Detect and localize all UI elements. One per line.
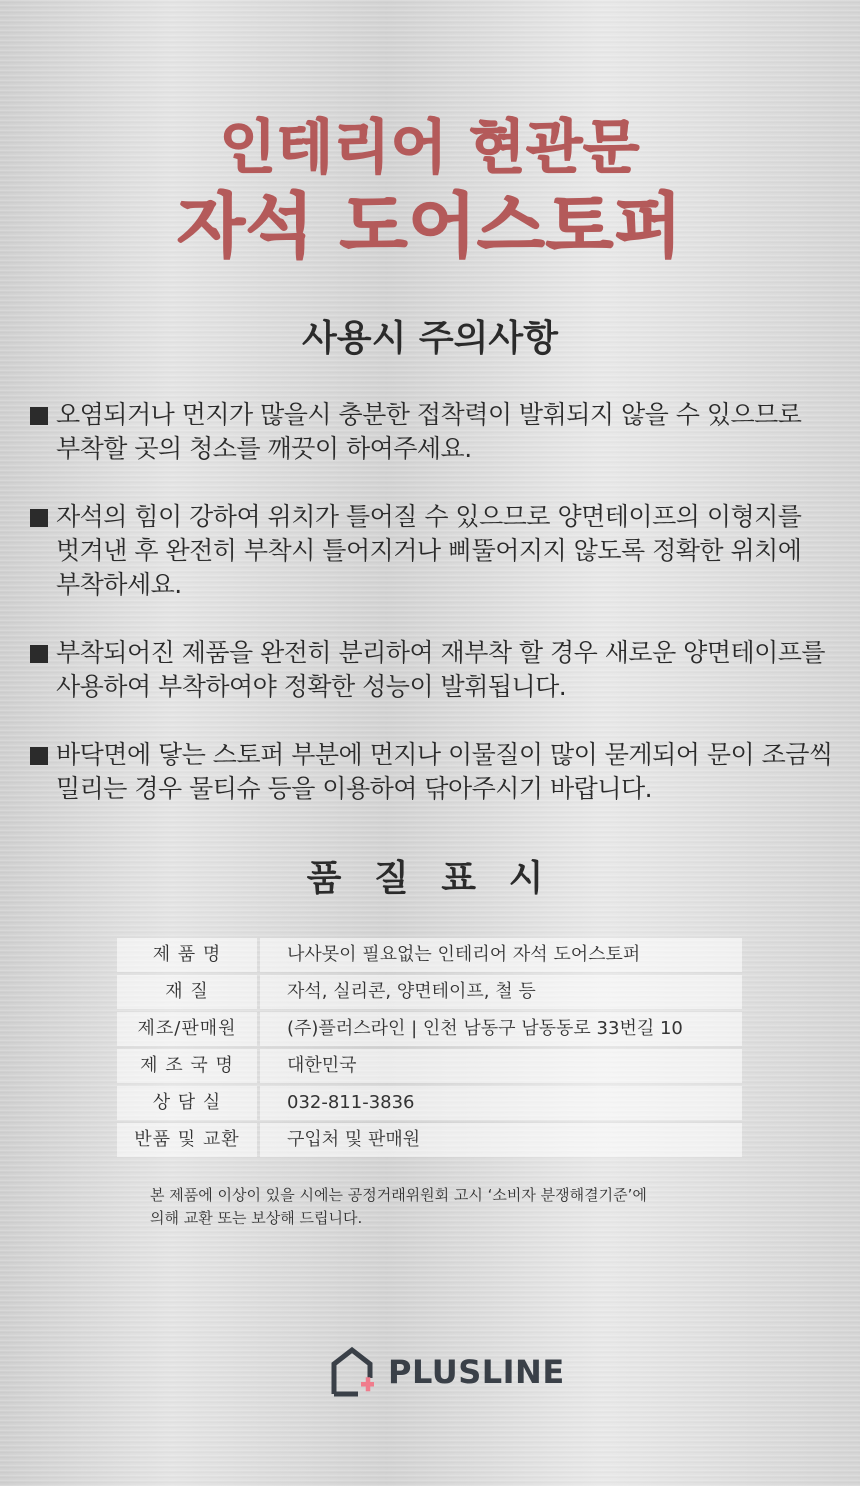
row-label: 제 품 명 (117, 938, 257, 972)
caution-list (30, 398, 840, 806)
square-bullet-icon (30, 645, 48, 663)
row-value: 자석, 실리콘, 양면테이프, 철 등 (260, 975, 742, 1009)
hero-title-line1: 인테리어 현관문 (219, 113, 641, 181)
caution-text: 부착되어진 제품을 완전히 분리하여 재부착 할 경우 새로운 양면테이프를 사용하여 부착하여야 정확한 성능이 발휘됩니다. (56, 638, 826, 701)
table-row (117, 1123, 742, 1157)
quality-table (117, 938, 742, 1160)
caution-text: 자석의 힘이 강하여 위치가 틀어질 수 있으므로 양면테이프의 이형지를 벗겨낸 후 완전히 부착시 틀어지거나 삐뚤어지지 않도록 정확한 위치에 부착하세요. (56, 502, 802, 599)
quality-heading: 품 질 표 시 (306, 858, 554, 899)
caution-item (30, 398, 840, 466)
square-bullet-icon (30, 747, 48, 765)
caution-item (30, 500, 840, 602)
table-row (117, 938, 742, 972)
table-row (117, 1086, 742, 1120)
row-label: 재 질 (117, 975, 257, 1009)
row-value: 032-811-3836 (260, 1086, 742, 1120)
consumer-notice: 본 제품에 이상이 있을 시에는 공정거래위원회 고시 ‘소비자 분쟁해결기준’에 의해 교환 또는 보상해 드립니다. (150, 1186, 647, 1227)
caution-item (30, 636, 840, 704)
caution-text: 바닥면에 닿는 스토퍼 부분에 먼지나 이물질이 많이 묻게되어 문이 조금씩 밀리는 경우 물티슈 등을 이용하여 닦아주시기 바랍니다. (56, 740, 833, 803)
square-bullet-icon (30, 509, 48, 527)
caution-item (30, 738, 840, 806)
square-bullet-icon (30, 407, 48, 425)
caution-text: 오염되거나 먼지가 많을시 충분한 접착력이 발휘되지 않을 수 있으므로 부착할 곳의 청소를 깨끗이 하여주세요. (56, 400, 802, 463)
row-label: 제조/판매원 (117, 1012, 257, 1046)
row-label: 제 조 국 명 (117, 1049, 257, 1083)
row-value: (주)플러스라인 | 인천 남동구 남동동로 33번길 10 (260, 1012, 742, 1046)
row-value: 대한민국 (260, 1049, 742, 1083)
table-row (117, 1012, 742, 1046)
brand-logo (330, 1344, 565, 1400)
caution-heading: 사용시 주의사항 (302, 318, 558, 359)
table-row (117, 1049, 742, 1083)
table-row (117, 975, 742, 1009)
brand-name: PLUSLINE (388, 1353, 565, 1391)
house-plus-icon (330, 1344, 374, 1400)
row-value: 나사못이 필요없는 인테리어 자석 도어스토퍼 (260, 938, 742, 972)
hero-title-line2: 자석 도어스토퍼 (177, 185, 683, 267)
row-label: 상 담 실 (117, 1086, 257, 1120)
row-label: 반품 및 교환 (117, 1123, 257, 1157)
row-value: 구입처 및 판매원 (260, 1123, 742, 1157)
